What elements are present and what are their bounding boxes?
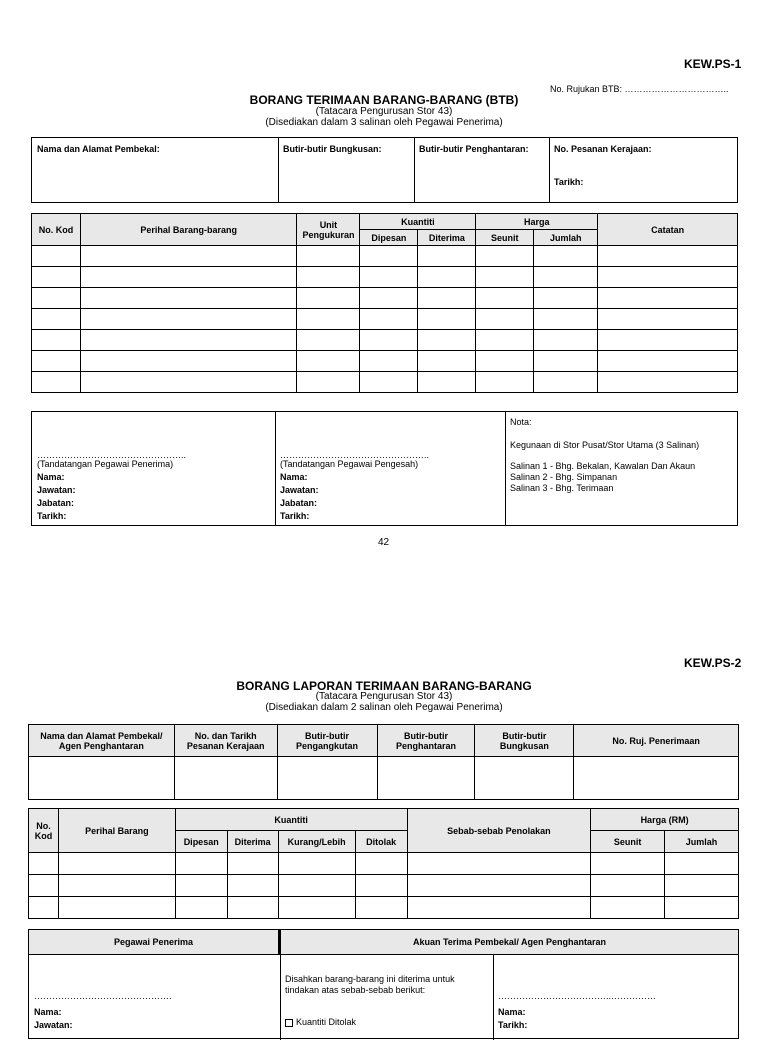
nota-usage: Kegunaan di Stor Pusat/Stor Utama (3 Salinan): [510, 440, 700, 450]
table-row[interactable]: [32, 288, 738, 309]
col2-no-kod: No. Kod: [29, 809, 59, 853]
ps2-subtitle-2: (Disediakan dalam 2 salinan oleh Pegawai Penerima): [265, 702, 503, 713]
table-row[interactable]: [32, 330, 738, 351]
packaging-details-field[interactable]: Butir-butir Bungkusan:: [283, 144, 382, 154]
col2-sebab: Sebab-sebab Penolakan: [407, 809, 591, 853]
ps2-info-table: [28, 724, 739, 800]
col2-seunit: Seunit: [591, 831, 665, 853]
nota-copy-3: Salinan 3 - Bhg. Terimaan: [510, 483, 614, 493]
col2-perihal: Perihal Barang: [58, 809, 175, 853]
col-perihal: Perihal Barang-barang: [80, 214, 297, 246]
col-diterima: Diterima: [418, 230, 476, 246]
table-row[interactable]: [32, 372, 738, 393]
table-row[interactable]: [32, 351, 738, 372]
col-jumlah: Jumlah: [534, 230, 598, 246]
ps2-subtitle-1: (Tatacara Pengurusan Stor 43): [315, 691, 453, 702]
supplier-name-address-field[interactable]: Nama dan Alamat Pembekal:: [37, 144, 160, 154]
table-row[interactable]: [29, 897, 739, 919]
col2-kuantiti: Kuantiti: [175, 809, 407, 831]
table-row[interactable]: [29, 757, 739, 800]
verifying-officer-position[interactable]: Jawatan:: [280, 485, 319, 495]
receiving-officer-date[interactable]: Tarikh:: [37, 511, 67, 521]
receiving-officer-header: Pegawai Penerima: [113, 937, 194, 947]
receiving-officer-position[interactable]: Jawatan:: [37, 485, 76, 495]
ps1-subtitle-2: (Disediakan dalam 3 salinan oleh Pegawai Penerima): [265, 117, 503, 128]
col-unit: Unit Pengukuran: [297, 214, 360, 246]
form-code-ps1: KEW.PS-1: [684, 57, 742, 71]
table-row[interactable]: [32, 246, 738, 267]
page-number: 42: [378, 537, 390, 548]
ps1-items-table: [31, 213, 738, 393]
ps2-supplier-signature-line[interactable]: ………………………………..……………: [498, 991, 657, 1001]
ps1-info-box: [31, 137, 738, 203]
ps1-signature-box: [31, 411, 738, 526]
ps2-title: BORANG LAPORAN TERIMAAN BARANG-BARANG: [236, 679, 532, 693]
verifying-officer-department[interactable]: Jabatan:: [280, 498, 318, 508]
ps2-officer-signature-line[interactable]: ……………………………………….: [34, 991, 172, 1001]
table-row[interactable]: [32, 267, 738, 288]
col-supplier: Nama dan Alamat Pembekal/ Agen Penghantaran: [29, 725, 175, 757]
table-row[interactable]: [32, 309, 738, 330]
nota-copy-1: Salinan 1 - Bhg. Bekalan, Kawalan Dan Akaun: [510, 461, 696, 471]
col2-ditolak: Ditolak: [355, 831, 407, 853]
ps2-items-table: [28, 808, 739, 919]
ps2-acknowledgement-box: [28, 929, 739, 1039]
verifying-officer-signature-line[interactable]: …………………………………………..: [280, 450, 430, 460]
nota-copy-2: Salinan 2 - Bhg. Simpanan: [510, 472, 618, 482]
confirmation-text: Disahkan barang-barang ini diterima untuk tindakan atas sebab-sebab berikut:: [285, 974, 455, 995]
col-catatan: Catatan: [598, 214, 738, 246]
col2-dipesan: Dipesan: [175, 831, 227, 853]
btb-reference-field[interactable]: No. Rujukan BTB: ……………………………..: [550, 84, 729, 94]
col-no-kod: No. Kod: [32, 214, 81, 246]
col-transport: Butir-butir Pengangkutan: [277, 725, 377, 757]
col2-kurang-lebih: Kurang/Lebih: [278, 831, 355, 853]
checkbox-icon[interactable]: [285, 1019, 293, 1027]
col-harga: Harga: [476, 214, 598, 230]
verifying-officer-name[interactable]: Nama:: [280, 472, 308, 482]
ps2-officer-position[interactable]: Jawatan:: [34, 1020, 73, 1030]
col-delivery: Butir-butir Penghantaran: [377, 725, 475, 757]
col-packaging: Butir-butir Bungkusan: [475, 725, 574, 757]
nota-label: Nota:: [510, 417, 532, 427]
form-code-ps2: KEW.PS-2: [684, 656, 742, 670]
verifying-officer-date[interactable]: Tarikh:: [280, 511, 310, 521]
col2-harga: Harga (RM): [591, 809, 739, 831]
government-order-no-field[interactable]: No. Pesanan Kerajaan:: [554, 144, 652, 154]
receiving-officer-signature-line[interactable]: …………………………………………..: [37, 450, 187, 460]
ps2-officer-name[interactable]: Nama:: [34, 1007, 62, 1017]
delivery-details-field[interactable]: Butir-butir Penghantaran:: [419, 144, 529, 154]
supplier-acknowledgement-header: Akuan Terima Pembekal/ Agen Penghantaran: [412, 937, 607, 947]
table-row[interactable]: [29, 853, 739, 875]
ps2-supplier-date[interactable]: Tarikh:: [498, 1020, 528, 1030]
rejected-quantity-label: Kuantiti Ditolak: [296, 1017, 357, 1027]
rejected-quantity-option[interactable]: [285, 1016, 356, 1029]
verifying-officer-caption: (Tandatangan Pegawai Pengesah): [280, 459, 419, 469]
col2-jumlah: Jumlah: [665, 831, 739, 853]
receiving-officer-department[interactable]: Jabatan:: [37, 498, 75, 508]
order-date-field[interactable]: Tarikh:: [554, 177, 584, 187]
ps1-subtitle-1: (Tatacara Pengurusan Stor 43): [315, 106, 453, 117]
table-row[interactable]: [29, 875, 739, 897]
col-kuantiti: Kuantiti: [360, 214, 476, 230]
col-order: No. dan Tarikh Pesanan Kerajaan: [174, 725, 277, 757]
col2-diterima: Diterima: [227, 831, 278, 853]
ps1-title: BORANG TERIMAAN BARANG-BARANG (BTB): [249, 93, 519, 107]
receiving-officer-name[interactable]: Nama:: [37, 472, 65, 482]
col-receipt-ref: No. Ruj. Penerimaan: [574, 725, 739, 757]
col-seunit: Seunit: [476, 230, 534, 246]
col-dipesan: Dipesan: [360, 230, 418, 246]
receiving-officer-caption: (Tandatangan Pegawai Penerima): [37, 459, 174, 469]
ps2-supplier-name[interactable]: Nama:: [498, 1007, 526, 1017]
